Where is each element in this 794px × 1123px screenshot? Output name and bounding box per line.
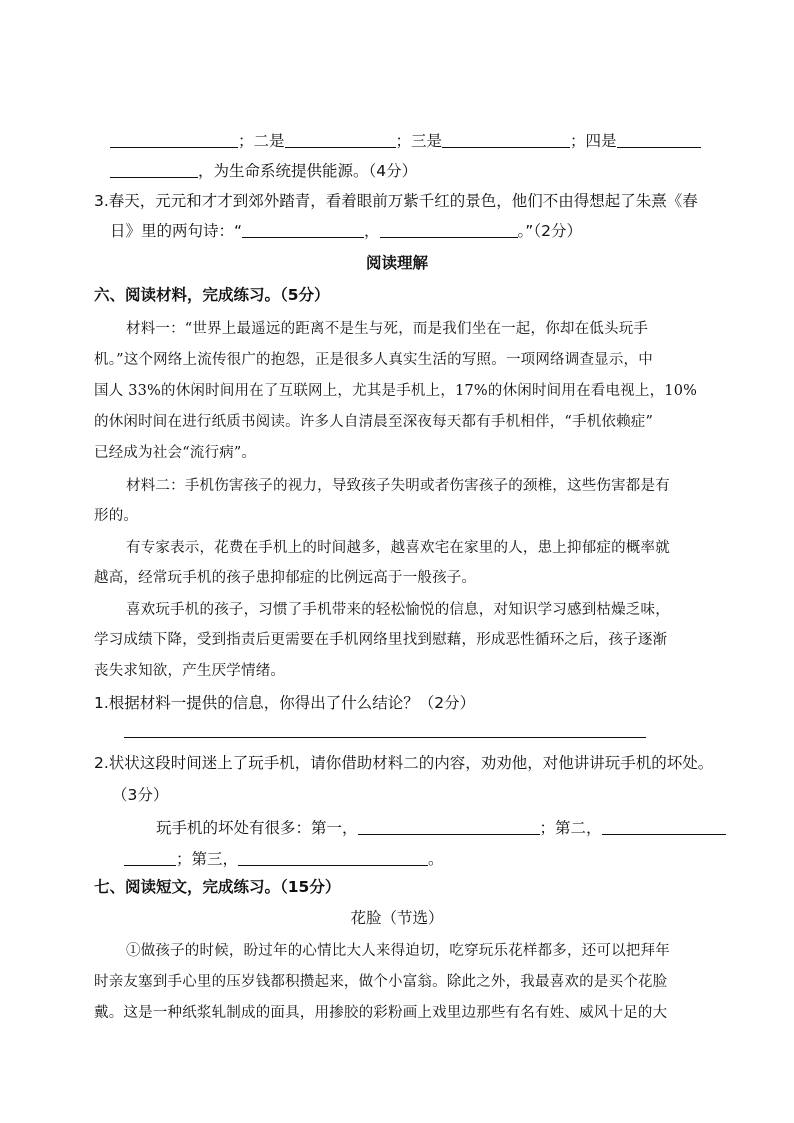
- question-2-line-2: （3分）: [112, 786, 169, 804]
- answer-blank-3[interactable]: [442, 133, 570, 148]
- q3-comma: ，: [364, 222, 380, 240]
- poem-blank-1[interactable]: [242, 223, 364, 238]
- material-paragraph-line: 越高，经常玩手机的孩子患抑郁症的比例远高于一般孩子。: [94, 570, 477, 586]
- final-period: 。: [428, 850, 444, 868]
- answer-blank-1[interactable]: [110, 133, 238, 148]
- material-paragraph-line: 机。”这个网络上流传很广的抱怨，正是很多人真实生活的写照。一项网络调查显示，中: [94, 352, 653, 368]
- poem-blank-2[interactable]: [380, 223, 518, 238]
- q3-line-2: [110, 223, 794, 240]
- answer-line-q2-2: [124, 851, 794, 868]
- answer-blank-4[interactable]: [617, 133, 701, 148]
- material-paragraph-line: 学习成绩下降，受到指责后更需要在手机网络里找到慰藉，形成恶性循环之后，孩子逐渐: [94, 632, 668, 648]
- q3-end: 。”（2分）: [517, 222, 582, 240]
- passage-title: 花脸（节选）: [350, 909, 444, 927]
- q2-separator-3: ；三是: [395, 132, 443, 150]
- material-paragraph-line: 有专家表示，花费在手机上的时间越多，越喜欢宅在家里的人，患上抑郁症的概率就: [126, 540, 670, 556]
- harm-blank-1[interactable]: [358, 820, 540, 835]
- section-7-heading: 七、阅读短文，完成练习。（15分）: [94, 878, 341, 896]
- answer-line-q1[interactable]: [124, 737, 646, 738]
- answer-blank-5[interactable]: [110, 163, 198, 178]
- passage-line: ①做孩子的时候，盼过年的心情比大人来得迫切，吃穿玩乐花样都多，还可以把拜年: [126, 943, 670, 959]
- answer-line-q2-1: [156, 820, 794, 837]
- reading-section-title: 阅读理解: [365, 254, 428, 272]
- material-paragraph-line: 材料一：“世界上最遥远的距离不是生与死，而是我们坐在一起，你却在低头玩手: [126, 321, 649, 337]
- q2-blanks-line-2: [110, 163, 794, 180]
- harm-blank-2-cont[interactable]: [124, 851, 176, 866]
- q3-prefix: 日》里的两句诗：“: [110, 222, 243, 240]
- question-2-line-1: 2.状状这段时间迷上了玩手机，请你借助材料二的内容，劝劝他，对他讲讲玩手机的坏处。: [94, 754, 714, 772]
- answer-intro: 玩手机的坏处有很多：第一，: [156, 819, 358, 837]
- q3-line-1: 3.春天，元元和才才到郊外踏青，看着眼前万紫千红的景色，他们不由得想起了朱熹《春: [94, 192, 698, 210]
- harm-blank-2[interactable]: [602, 820, 726, 835]
- q2-separator-2: ；二是: [238, 132, 285, 150]
- material-paragraph-line: 已经成为社会“流行病”。: [94, 445, 257, 461]
- material-paragraph-line: 的休闲时间在进行纸质书阅读。许多人自清晨至深夜每天都有手机相伴，“手机依赖症”: [94, 414, 654, 430]
- q2-separator-4: ；四是: [570, 132, 617, 150]
- q2-tail-text: ，为生命系统提供能源。（4分）: [198, 162, 418, 180]
- passage-line: 戴。这是一种纸浆轧制成的面具，用掺胶的彩粉画上戏里边那些有名有姓、威风十足的大: [94, 1005, 668, 1021]
- material-paragraph-line: 形的。: [94, 508, 139, 524]
- passage-line: 时亲友塞到手心里的压岁钱都积攒起来，做个小富翁。除此之外，我最喜欢的是买个花脸: [94, 974, 668, 990]
- answer-blank-2[interactable]: [285, 133, 396, 148]
- material-paragraph-line: 材料二：手机伤害孩子的视力，导致孩子失明或者伤害孩子的颈椎，这些伤害都是有: [126, 478, 670, 494]
- second-label: ；第二，: [539, 819, 602, 837]
- q2-blanks-line-1: [110, 133, 794, 150]
- material-paragraph-line: 丧失求知欲，产生厌学情绪。: [94, 663, 286, 679]
- material-paragraph-line: 国人 33%的休闲时间用在了互联网上，尤其是手机上，17%的休闲时间用在看电视上，10%: [94, 383, 698, 399]
- third-label: ；第三，: [176, 850, 239, 868]
- material-paragraph-line: 喜欢玩手机的孩子，习惯了手机带来的轻松愉悦的信息，对知识学习感到枯燥乏味，: [126, 602, 670, 618]
- question-1: 1.根据材料一提供的信息，你得出了什么结论？（2分）: [94, 694, 476, 712]
- harm-blank-3[interactable]: [238, 851, 428, 866]
- section-6-heading: 六、阅读材料，完成练习。（5分）: [94, 286, 330, 304]
